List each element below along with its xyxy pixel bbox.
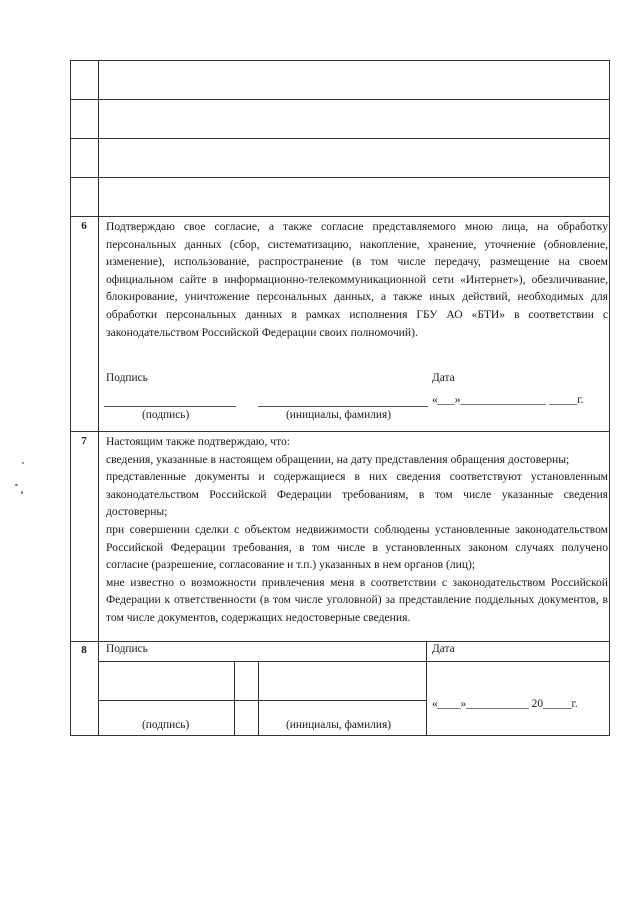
row8-divider	[234, 661, 235, 736]
row-divider	[70, 177, 610, 178]
scan-speck	[21, 491, 23, 494]
signature-line	[104, 406, 236, 407]
name-line	[258, 406, 428, 407]
row-divider	[70, 216, 610, 217]
date-label: Дата	[432, 372, 455, 384]
table-border-top	[70, 60, 610, 61]
scan-speck	[22, 462, 24, 464]
row8-header-line	[98, 661, 610, 662]
consent-paragraph: Подтверждаю свое согласие, а также согласие представляемого мною лица, на обработку персональных данных (сбор, систематизацию, накопление, хранение, уточнение (обновление, изменение), использование, распространение (в том числе передачу, размещение на своем официальном сайте в информационно-телекоммуникационной сети «Интернет»), обезличивание, блокирование, уничтожение персональных данных, а также иных действий, необходимых для обработки персональных данных в рамках исполнения ГБУ АО «БТИ» в соответствии с законодательством Российской Федерации своих полномочий).	[106, 220, 608, 339]
date-label: Дата	[432, 643, 455, 655]
row-divider	[70, 138, 610, 139]
scan-speck	[15, 484, 18, 486]
row-divider	[70, 431, 610, 432]
date-field: «___»_______________ _____г.	[432, 394, 584, 406]
signature-caption: (подпись)	[142, 409, 190, 421]
confirmation-paragraph: Настоящим также подтверждаю, что: сведения, указанные в настоящем обращении, на дату представления обращения достоверны; представленные документы и содержащиеся в них сведения соответствуют установленным законодательством Российской Федерации требованиям, в том числе указанные сведения достоверны; при совершении сделки с объектом недвижимости соблюдены установленные законодательством Российской Федерации требования, в том числе в установленных законом случаях получено согласие (разрешение, согласование и т.п.) указанных в нем органов (лиц); мне известно о возможности привлечения меня в соответствии с законодательством Российской Федерации к ответственности (в том числе уголовной) за представление поддельных документов, в том числе документов, содержащих недостоверные сведения.	[106, 435, 608, 624]
table-border-right	[609, 60, 610, 736]
table-border-bottom	[70, 735, 610, 736]
row8-inner-line	[98, 700, 426, 701]
number-column-divider	[98, 60, 99, 736]
row-divider	[70, 641, 610, 642]
signature-label: Подпись	[106, 643, 148, 655]
signature-label: Подпись	[106, 372, 148, 384]
row8-divider	[258, 661, 259, 736]
row-number: 6	[81, 220, 87, 232]
signature-caption: (подпись)	[142, 719, 190, 731]
table-border-left	[70, 60, 71, 736]
row-number: 8	[81, 644, 87, 656]
row8-divider	[426, 642, 427, 736]
row-divider	[70, 99, 610, 100]
name-caption: (инициалы, фамилия)	[286, 719, 392, 731]
date-field: «____»___________ 20_____г.	[432, 698, 578, 710]
name-caption: (инициалы, фамилия)	[286, 409, 392, 421]
row-number: 7	[81, 435, 87, 447]
